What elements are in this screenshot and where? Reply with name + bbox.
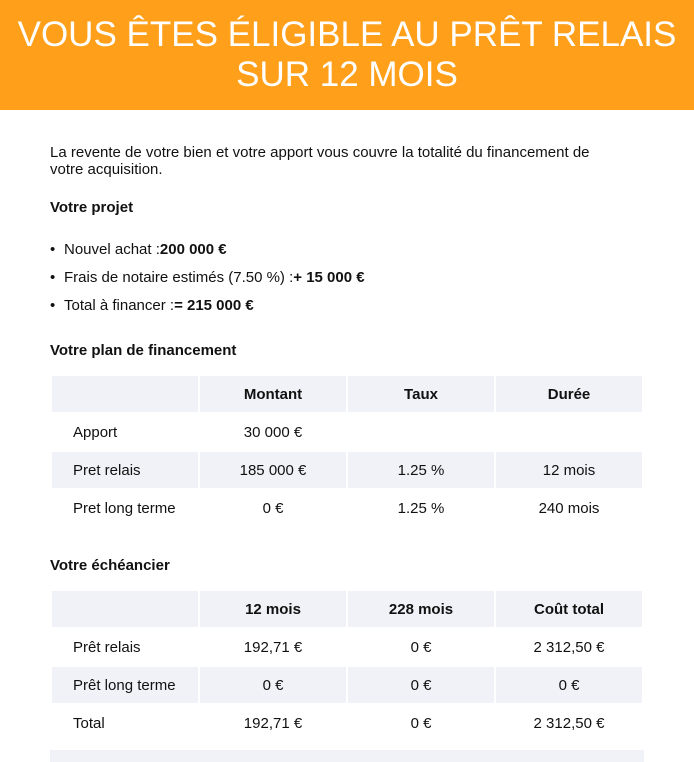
project-item-value: 200 000 € <box>159 241 227 258</box>
schedule-title: Votre échéancier <box>50 557 170 574</box>
table-cell: 1.25 % <box>348 452 494 488</box>
banner-title-line1: VOUS ÊTES ÉLIGIBLE AU PRÊT RELAIS <box>17 15 677 54</box>
table-row <box>52 629 642 665</box>
project-item-label: Total à financer : <box>64 297 175 314</box>
project-item-label: Nouvel achat : <box>64 241 160 258</box>
financing-table <box>50 374 644 528</box>
column-header: Coût total <box>496 591 642 627</box>
row-label: Prêt long terme <box>52 667 198 703</box>
table-cell: 30 000 € <box>200 414 346 450</box>
project-item-purchase <box>50 239 365 267</box>
project-item-value: + 15 000 € <box>293 269 365 286</box>
table-row <box>52 667 642 703</box>
table-cell: 2 312,50 € <box>496 629 642 665</box>
row-label: Prêt relais <box>52 629 198 665</box>
table-cell: 192,71 € <box>200 629 346 665</box>
table-header-row <box>52 376 642 412</box>
project-title: Votre projet <box>50 199 134 216</box>
financing-title: Votre plan de financement <box>50 342 237 359</box>
table-cell <box>348 414 494 450</box>
bullet-icon: • <box>50 297 56 314</box>
bullet-icon: • <box>50 241 56 258</box>
project-item-notary-fees <box>50 267 365 295</box>
table-cell: 0 € <box>200 667 346 703</box>
table-cell: 0 € <box>348 705 494 741</box>
table-header-row <box>52 591 642 627</box>
table-cell: 240 mois <box>496 490 642 526</box>
project-item-value: = 215 000 € <box>174 297 254 314</box>
column-header: 228 mois <box>348 591 494 627</box>
table-cell: 1.25 % <box>348 490 494 526</box>
table-cell: 0 € <box>348 629 494 665</box>
intro-text: La revente de votre bien et votre apport vous couvre la totalité du financement de votre acquisition. <box>50 144 590 178</box>
column-header: Durée <box>496 376 642 412</box>
project-item-total <box>50 295 365 323</box>
row-label: Apport <box>52 414 198 450</box>
table-row <box>52 490 642 526</box>
column-header: Montant <box>200 376 346 412</box>
table-cell <box>496 414 642 450</box>
row-label: Total <box>52 705 198 741</box>
table-row <box>52 705 642 741</box>
table-cell: 0 € <box>200 490 346 526</box>
row-label: Pret long terme <box>52 490 198 526</box>
bullet-icon: • <box>50 269 56 286</box>
banner-title-line2: SUR 12 MOIS <box>236 55 458 94</box>
table-cell: 0 € <box>496 667 642 703</box>
table-footer-strip <box>50 750 644 762</box>
table-cell: 0 € <box>348 667 494 703</box>
project-list <box>50 239 365 323</box>
column-header: Taux <box>348 376 494 412</box>
table-cell: 185 000 € <box>200 452 346 488</box>
row-label: Pret relais <box>52 452 198 488</box>
table-row <box>52 414 642 450</box>
table-row <box>52 452 642 488</box>
column-header: 12 mois <box>200 591 346 627</box>
table-cell: 12 mois <box>496 452 642 488</box>
project-item-label: Frais de notaire estimés (7.50 %) : <box>64 269 294 286</box>
table-cell: 2 312,50 € <box>496 705 642 741</box>
schedule-table <box>50 589 644 743</box>
banner-title <box>18 15 677 95</box>
table-cell: 192,71 € <box>200 705 346 741</box>
eligibility-banner <box>0 0 694 110</box>
column-header <box>52 376 198 412</box>
column-header <box>52 591 198 627</box>
